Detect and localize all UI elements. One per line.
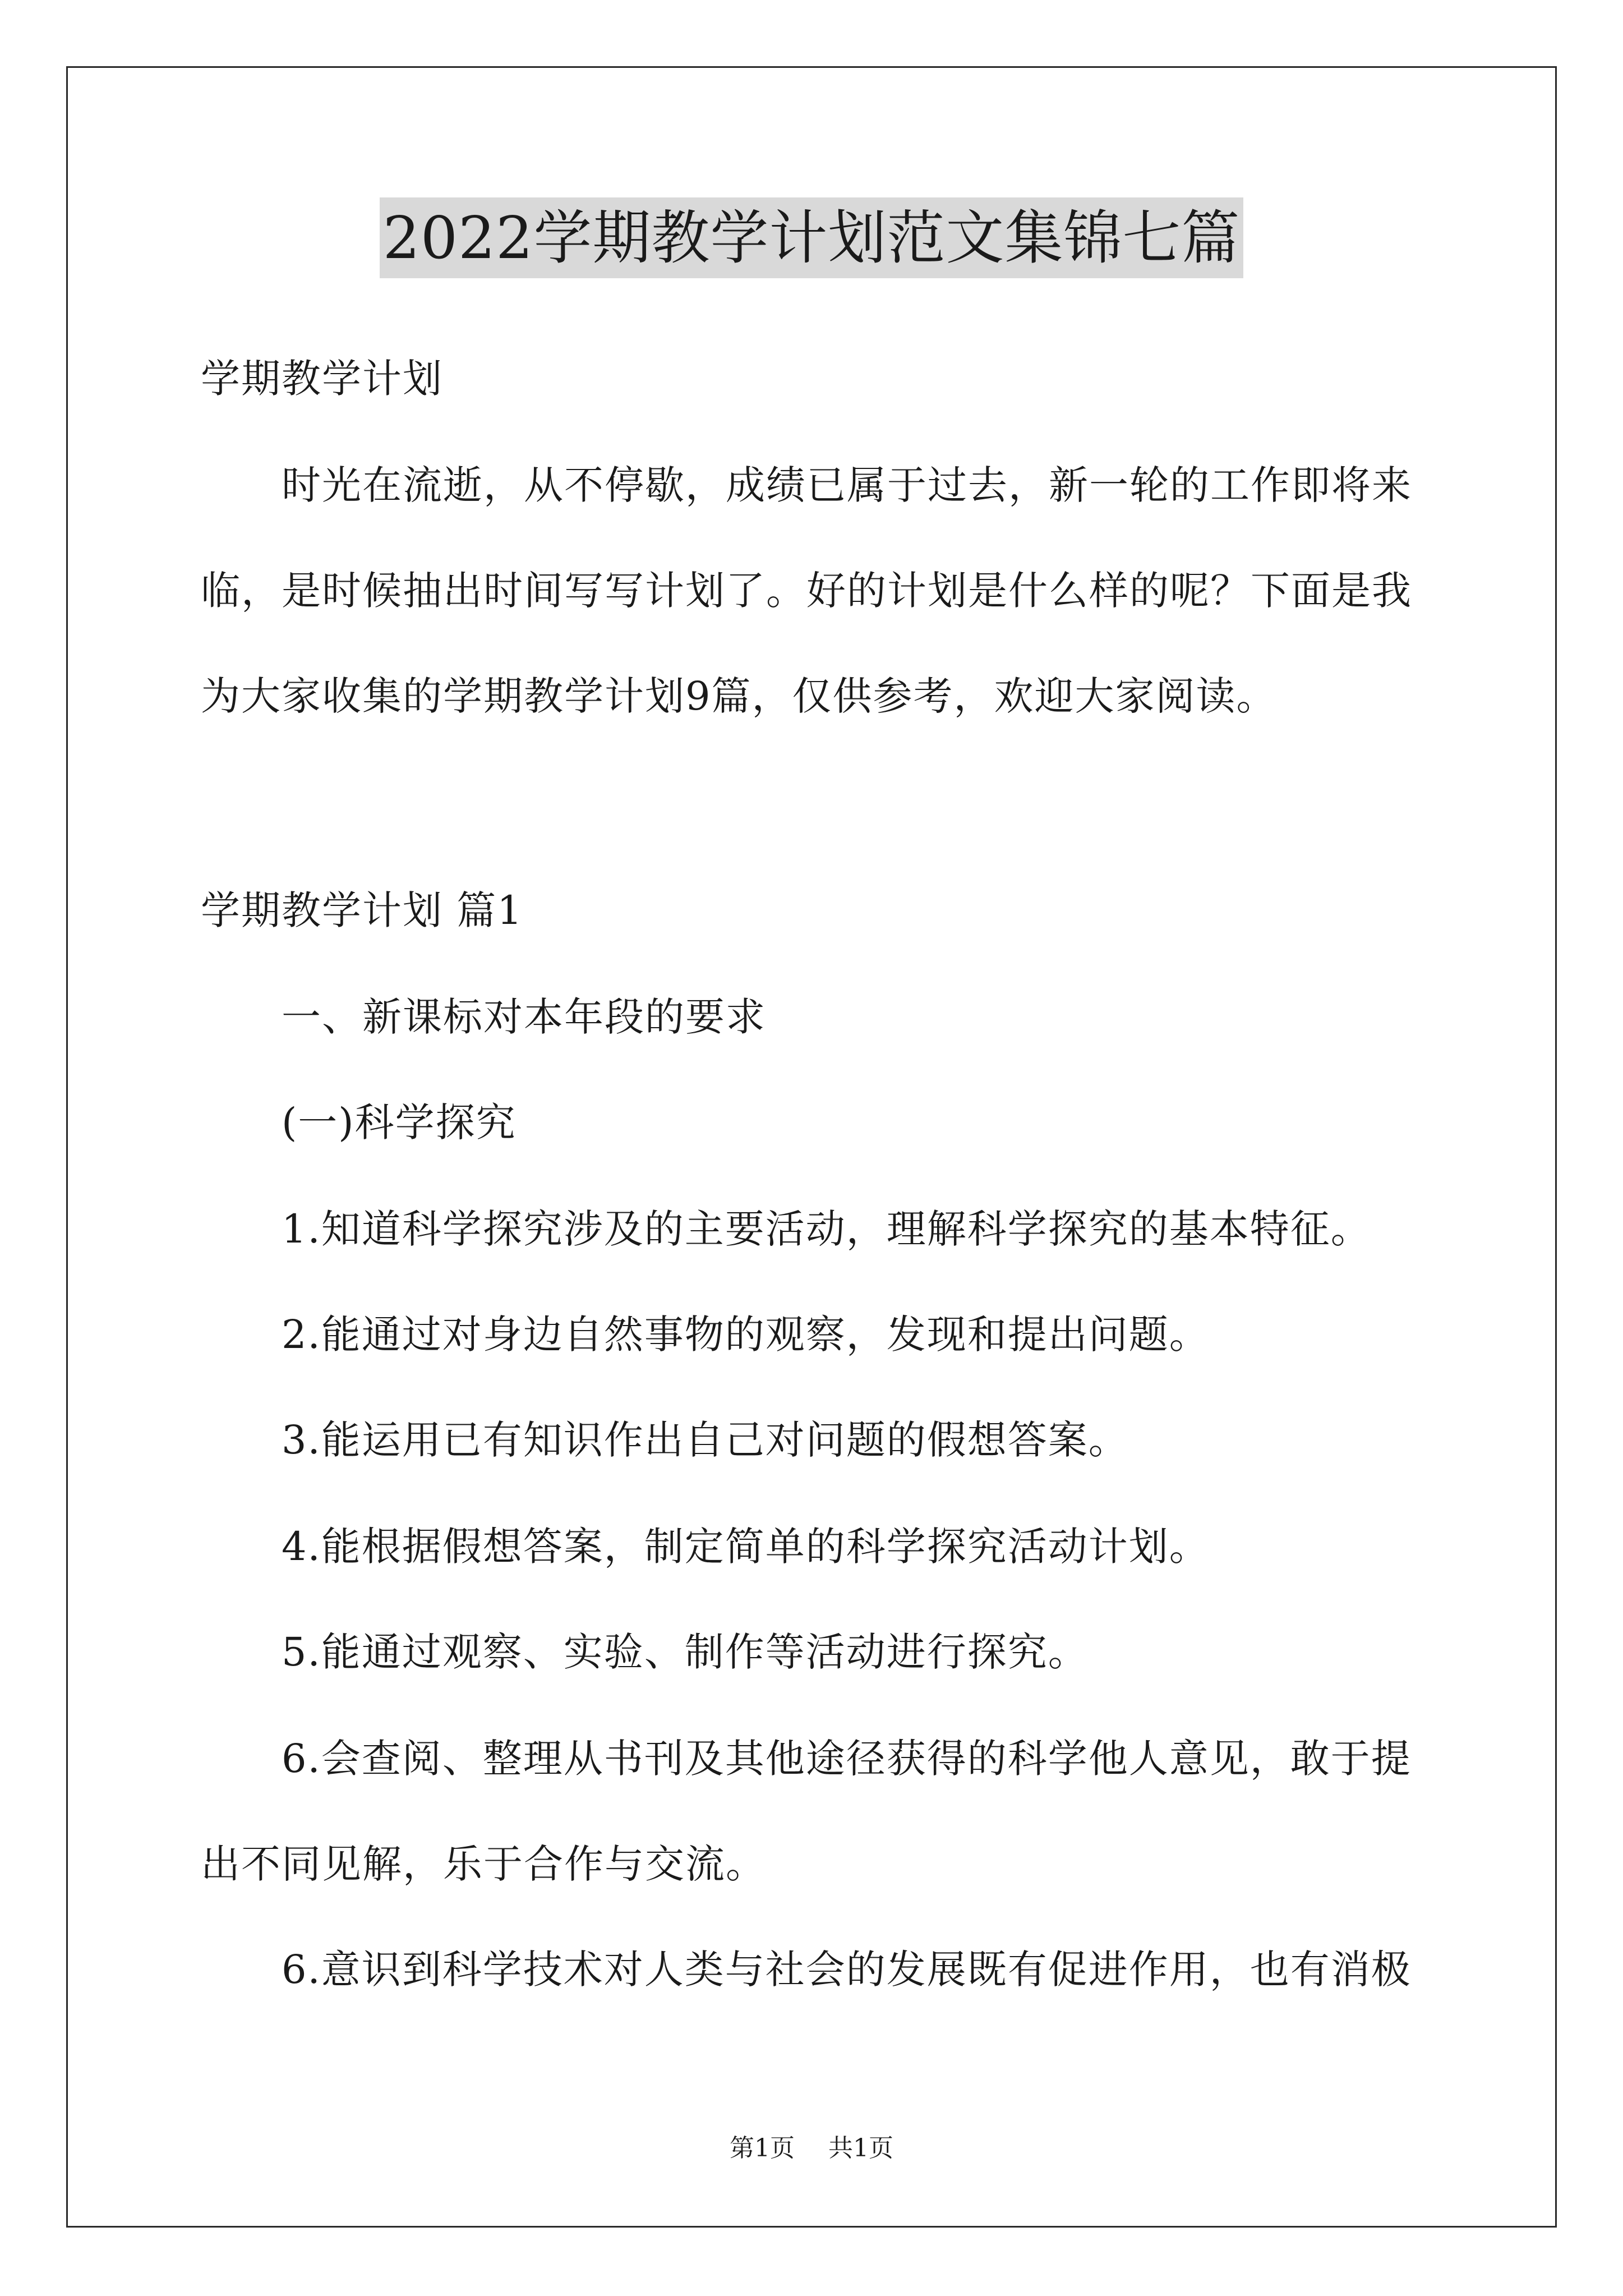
list-item: 4.能根据假想答案，制定简单的科学探究活动计划。 — [282, 1524, 1210, 1570]
list-item: 2.能通过对身边自然事物的观察，发现和提出问题。 — [282, 1312, 1210, 1358]
chapter-heading: 学期教学计划 篇1 — [201, 887, 523, 933]
intro-line-3: 为大家收集的学期教学计划9篇，仅供参考，欢迎大家阅读。 — [201, 673, 1277, 719]
list-item: 1.知道科学探究涉及的主要活动，理解科学探究的基本特征。 — [282, 1206, 1371, 1252]
title-container — [0, 197, 1623, 278]
list-item: 6.意识到科学技术对人类与社会的发展既有促进作用，也有消极 — [282, 1947, 1412, 1993]
list-item: 6.会查阅、整理从书刊及其他途径获得的科学他人意见，敢于提 — [282, 1736, 1412, 1782]
page-number: 第1页 — [730, 2134, 795, 2162]
section-heading: 学期教学计划 — [201, 356, 443, 402]
document-title: 2022学期教学计划范文集锦七篇 — [380, 197, 1244, 278]
intro-line-2: 临，是时候抽出时间写写计划了。好的计划是什么样的呢？下面是我 — [201, 568, 1412, 614]
list-item-continued: 出不同见解，乐于合作与交流。 — [201, 1841, 766, 1887]
list-item: 3.能运用已有知识作出自己对问题的假想答案。 — [282, 1417, 1129, 1463]
page-total: 共1页 — [828, 2134, 893, 2162]
intro-line-1: 时光在流逝，从不停歇，成绩已属于过去，新一轮的工作即将来 — [282, 462, 1412, 508]
subsection-title: (一)科学探究 — [282, 1099, 517, 1145]
page-footer — [0, 2132, 1623, 2165]
subsection-heading: 一、新课标对本年段的要求 — [282, 994, 766, 1040]
list-item: 5.能通过观察、实验、制作等活动进行探究。 — [282, 1629, 1089, 1675]
